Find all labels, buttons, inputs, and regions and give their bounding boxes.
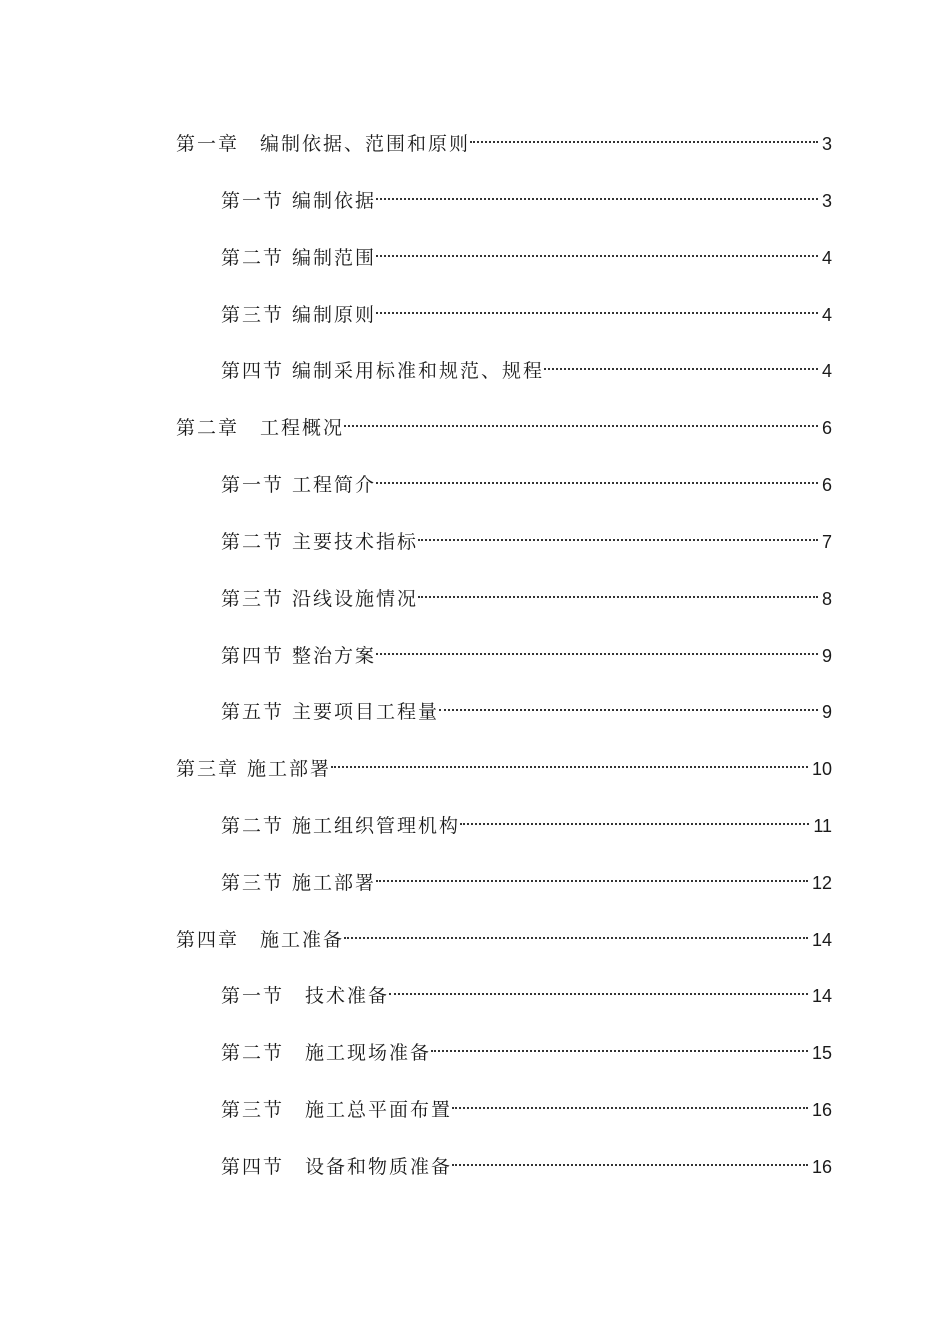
toc-entry-chapter-4[interactable]	[176, 916, 832, 951]
dot-leader	[344, 404, 820, 434]
dot-leader	[376, 291, 820, 321]
toc-entry-title: 第三章 施工部署	[176, 758, 332, 780]
toc-entry-section[interactable]	[221, 688, 832, 723]
toc-entry-page: 8	[821, 589, 832, 609]
dot-leader	[376, 461, 820, 491]
toc-entry-section[interactable]	[221, 859, 832, 894]
dot-leader	[452, 1086, 810, 1116]
toc-entry-title: 第三节 施工部署	[221, 872, 377, 894]
toc-entry-page: 12	[811, 873, 832, 893]
toc-entry-page: 14	[811, 986, 832, 1006]
toc-entry-title: 第四章 施工准备	[176, 929, 345, 951]
toc-entry-chapter-3[interactable]	[176, 745, 832, 780]
toc-entry-chapter-2[interactable]	[176, 404, 832, 439]
dot-leader	[439, 688, 820, 718]
toc-entry-section[interactable]	[221, 972, 832, 1007]
dot-leader	[470, 120, 820, 150]
toc-entry-title: 第三节 沿线设施情况	[221, 588, 419, 610]
toc-entry-page: 4	[821, 248, 832, 268]
toc-entry-title: 第三节 施工总平面布置	[221, 1099, 453, 1121]
dot-leader	[452, 1143, 810, 1173]
toc-entry-title: 第二节 施工现场准备	[221, 1042, 432, 1064]
toc-entry-page: 9	[821, 702, 832, 722]
toc-entry-page: 3	[821, 191, 832, 211]
dot-leader	[376, 859, 810, 889]
toc-entry-page: 4	[821, 361, 832, 381]
toc-entry-section[interactable]	[221, 234, 832, 269]
dot-leader	[376, 234, 820, 264]
toc-entry-section[interactable]	[221, 461, 832, 496]
toc-entry-page: 15	[811, 1043, 832, 1063]
toc-entry-title: 第二节 主要技术指标	[221, 531, 419, 553]
toc-entry-page: 10	[811, 759, 832, 779]
toc-entry-page: 9	[821, 646, 832, 666]
dot-leader	[331, 745, 810, 775]
toc-entry-title: 第五节 主要项目工程量	[221, 701, 440, 723]
toc-entry-title: 第二节 施工组织管理机构	[221, 815, 461, 837]
toc-entry-title: 第一节 编制依据	[221, 190, 377, 212]
toc-entry-title: 第四节 设备和物质准备	[221, 1156, 453, 1178]
toc-entry-section[interactable]	[221, 1143, 832, 1178]
toc-entry-page: 7	[821, 532, 832, 552]
dot-leader	[460, 802, 811, 832]
toc-entry-section[interactable]	[221, 291, 832, 326]
toc-entry-page: 16	[811, 1157, 832, 1177]
dot-leader	[389, 972, 810, 1002]
toc-entry-section[interactable]	[221, 632, 832, 667]
toc-entry-title: 第四节 编制采用标准和规范、规程	[221, 360, 545, 382]
dot-leader	[418, 575, 820, 605]
toc-entry-title: 第三节 编制原则	[221, 304, 377, 326]
toc-entry-section[interactable]	[221, 177, 832, 212]
toc-entry-section[interactable]	[221, 347, 832, 382]
toc-entry-title: 第二章 工程概况	[176, 417, 345, 439]
toc-entry-page: 4	[821, 305, 832, 325]
dot-leader	[376, 177, 820, 207]
toc-entry-page: 16	[811, 1100, 832, 1120]
toc-entry-section[interactable]	[221, 518, 832, 553]
dot-leader	[544, 347, 820, 377]
toc-entry-section[interactable]	[221, 575, 832, 610]
dot-leader	[344, 916, 810, 946]
toc-entry-page: 3	[821, 134, 832, 154]
toc-entry-title: 第二节 编制范围	[221, 247, 377, 269]
toc-entry-page: 6	[821, 418, 832, 438]
toc-entry-page: 6	[821, 475, 832, 495]
dot-leader	[431, 1029, 810, 1059]
dot-leader	[418, 518, 820, 548]
toc-entry-section[interactable]	[221, 802, 832, 837]
toc-entry-section[interactable]	[221, 1086, 832, 1121]
toc-entry-title: 第一节 工程简介	[221, 474, 377, 496]
toc-entry-page: 14	[811, 930, 832, 950]
toc-entry-title: 第一章 编制依据、范围和原则	[176, 133, 471, 155]
toc-entry-chapter-1[interactable]	[176, 120, 832, 155]
dot-leader	[376, 632, 820, 662]
toc-entry-section[interactable]	[221, 1029, 832, 1064]
toc-entry-page: 11	[813, 816, 832, 836]
toc-entry-title: 第四节 整治方案	[221, 645, 377, 667]
toc-entry-title: 第一节 技术准备	[221, 985, 390, 1007]
